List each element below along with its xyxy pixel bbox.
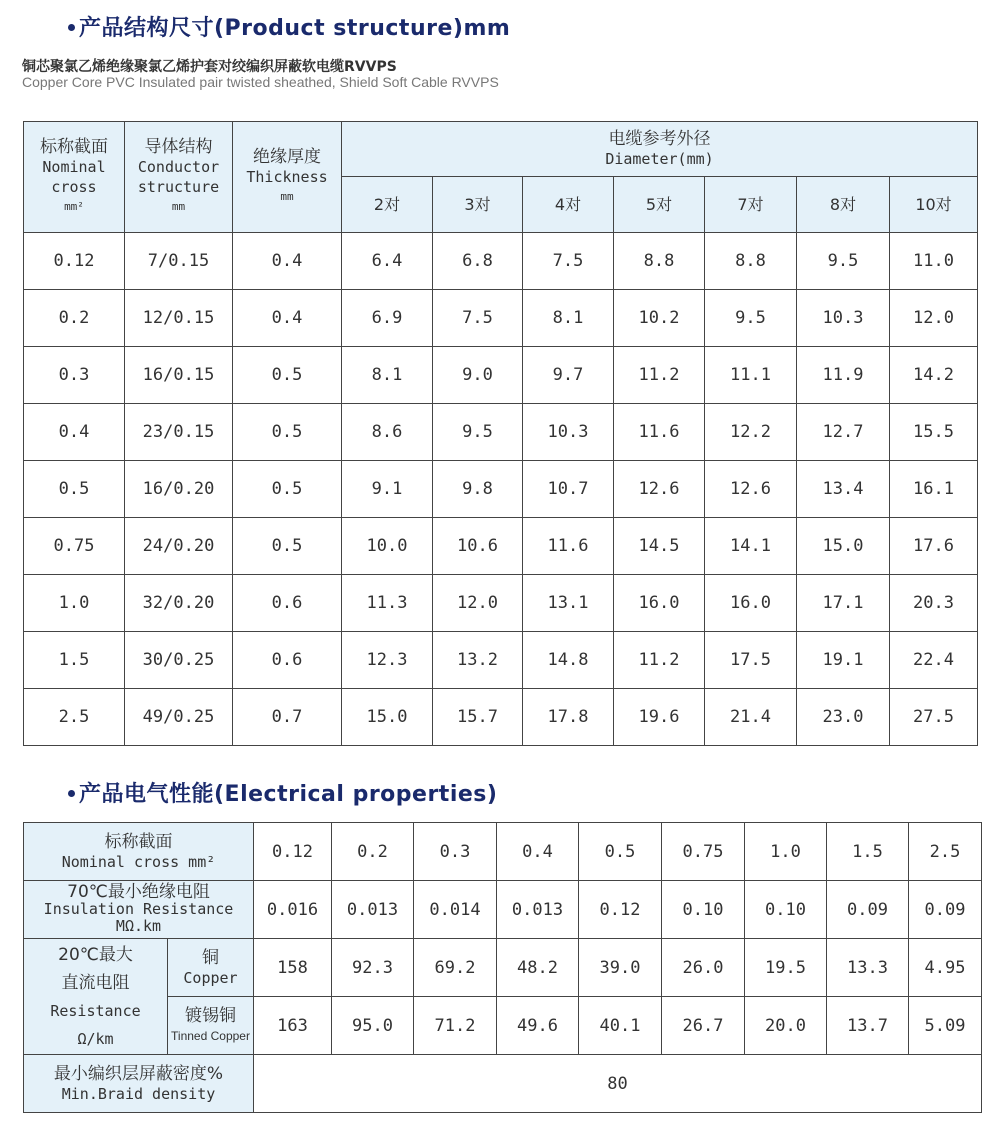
value-cell: 20.0	[745, 997, 827, 1055]
table-cell: 14.2	[890, 347, 978, 404]
header-diameter: 电缆参考外径 Diameter(mm)	[342, 122, 978, 177]
value-cell: 0.013	[497, 881, 579, 939]
table-cell: 7.5	[433, 290, 523, 347]
table-cell: 16/0.20	[125, 461, 233, 518]
header-pairs: 3对	[433, 177, 523, 233]
value-cell: 39.0	[579, 939, 662, 997]
table-cell: 10.7	[523, 461, 614, 518]
table-cell: 11.0	[890, 233, 978, 290]
table-cell: 12.3	[342, 632, 433, 689]
table-cell: 7.5	[523, 233, 614, 290]
value-cell: 0.09	[827, 881, 909, 939]
value-cell: 0.09	[909, 881, 982, 939]
value-cell: 26.7	[662, 997, 745, 1055]
table-cell: 19.6	[614, 689, 705, 746]
table-cell: 0.7	[233, 689, 342, 746]
table-row	[24, 233, 978, 290]
table-cell: 10.3	[797, 290, 890, 347]
table-cell: 0.6	[233, 575, 342, 632]
table-cell: 11.1	[705, 347, 797, 404]
table-cell: 11.3	[342, 575, 433, 632]
value-cell: 0.016	[254, 881, 332, 939]
table-cell: 15.0	[342, 689, 433, 746]
table-cell: 21.4	[705, 689, 797, 746]
value-cell: 40.1	[579, 997, 662, 1055]
table-cell: 9.7	[523, 347, 614, 404]
table-cell: 13.4	[797, 461, 890, 518]
label-nominal-cross: 标称截面 Nominal cross mm²	[24, 823, 254, 881]
table-cell: 0.4	[233, 290, 342, 347]
table-cell: 11.9	[797, 347, 890, 404]
table-cell: 11.6	[523, 518, 614, 575]
table-row	[24, 518, 978, 575]
table-cell: 8.8	[614, 233, 705, 290]
value-cell: 0.75	[662, 823, 745, 881]
table-cell: 15.0	[797, 518, 890, 575]
table-row	[24, 575, 978, 632]
table-cell: 9.8	[433, 461, 523, 518]
label-copper: 铜 Copper	[168, 939, 254, 997]
value-cell: 2.5	[909, 823, 982, 881]
table-cell: 14.1	[705, 518, 797, 575]
table-cell: 0.5	[233, 461, 342, 518]
table-cell: 10.6	[433, 518, 523, 575]
value-cell: 158	[254, 939, 332, 997]
structure-section-title	[68, 11, 510, 42]
table-row	[24, 290, 978, 347]
header-nominal-cross: 标称截面 Nominal cross mm²	[24, 122, 125, 233]
table-cell: 9.0	[433, 347, 523, 404]
table-cell: 16.0	[614, 575, 705, 632]
table-cell: 1.5	[24, 632, 125, 689]
value-cell: 1.5	[827, 823, 909, 881]
table-cell: 32/0.20	[125, 575, 233, 632]
table-cell: 15.7	[433, 689, 523, 746]
table-cell: 24/0.20	[125, 518, 233, 575]
electrical-table	[23, 822, 982, 1113]
product-name-cn: 铜芯聚氯乙烯绝缘聚氯乙烯护套对绞编织屏蔽软电缆RVVPS	[22, 59, 397, 75]
header-pairs: 4对	[523, 177, 614, 233]
value-cell: 95.0	[332, 997, 414, 1055]
value-cell: 163	[254, 997, 332, 1055]
table-cell: 13.2	[433, 632, 523, 689]
table-cell: 17.6	[890, 518, 978, 575]
label-dc-resistance: 20℃最大 直流电阻 Resistance Ω/km	[24, 939, 168, 1055]
header-pairs: 10对	[890, 177, 978, 233]
table-cell: 8.6	[342, 404, 433, 461]
table-cell: 6.4	[342, 233, 433, 290]
value-cell: 0.4	[497, 823, 579, 881]
value-cell: 26.0	[662, 939, 745, 997]
table-cell: 6.8	[433, 233, 523, 290]
table-row	[24, 689, 978, 746]
value-cell: 0.014	[414, 881, 497, 939]
table-cell: 17.5	[705, 632, 797, 689]
table-cell: 9.1	[342, 461, 433, 518]
table-row	[24, 632, 978, 689]
value-cell: 0.5	[579, 823, 662, 881]
value-cell: 5.09	[909, 997, 982, 1055]
value-cell: 0.12	[579, 881, 662, 939]
table-row	[24, 404, 978, 461]
electrical-section-title	[68, 777, 497, 808]
table-cell: 12/0.15	[125, 290, 233, 347]
table-row	[24, 461, 978, 518]
structure-title-text: 产品结构尺寸(Product structure)mm	[79, 16, 511, 41]
label-braid-density: 最小编织层屏蔽密度% Min.Braid density	[24, 1055, 254, 1113]
value-cell: 69.2	[414, 939, 497, 997]
braid-density-value: 80	[254, 1055, 982, 1113]
table-cell: 2.5	[24, 689, 125, 746]
table-cell: 0.4	[233, 233, 342, 290]
value-cell: 0.12	[254, 823, 332, 881]
header-pairs: 5对	[614, 177, 705, 233]
table-cell: 16.1	[890, 461, 978, 518]
table-cell: 23/0.15	[125, 404, 233, 461]
structure-table	[23, 121, 978, 746]
table-cell: 9.5	[705, 290, 797, 347]
table-cell: 12.7	[797, 404, 890, 461]
label-insulation-resistance: 70℃最小绝缘电阻 Insulation Resistance MΩ.km	[24, 881, 254, 939]
table-cell: 8.1	[523, 290, 614, 347]
table-cell: 14.8	[523, 632, 614, 689]
value-cell: 48.2	[497, 939, 579, 997]
table-cell: 11.2	[614, 632, 705, 689]
table-cell: 12.0	[890, 290, 978, 347]
table-cell: 8.8	[705, 233, 797, 290]
table-cell: 15.5	[890, 404, 978, 461]
value-cell: 92.3	[332, 939, 414, 997]
table-cell: 30/0.25	[125, 632, 233, 689]
value-cell: 0.10	[662, 881, 745, 939]
table-cell: 8.1	[342, 347, 433, 404]
bullet-icon	[68, 24, 75, 31]
electrical-title-text: 产品电气性能(Electrical properties)	[79, 782, 498, 807]
table-cell: 0.2	[24, 290, 125, 347]
header-conductor-structure: 导体结构 Conductor structure mm	[125, 122, 233, 233]
table-cell: 7/0.15	[125, 233, 233, 290]
table-cell: 0.75	[24, 518, 125, 575]
table-cell: 49/0.25	[125, 689, 233, 746]
value-cell: 4.95	[909, 939, 982, 997]
value-cell: 49.6	[497, 997, 579, 1055]
bullet-icon	[68, 790, 75, 797]
table-cell: 16.0	[705, 575, 797, 632]
table-cell: 0.5	[24, 461, 125, 518]
table-cell: 1.0	[24, 575, 125, 632]
table-cell: 23.0	[797, 689, 890, 746]
table-cell: 14.5	[614, 518, 705, 575]
table-cell: 12.6	[614, 461, 705, 518]
table-cell: 0.5	[233, 518, 342, 575]
table-cell: 12.6	[705, 461, 797, 518]
value-cell: 0.10	[745, 881, 827, 939]
header-pairs: 7对	[705, 177, 797, 233]
table-cell: 12.2	[705, 404, 797, 461]
table-cell: 9.5	[797, 233, 890, 290]
header-pairs: 8对	[797, 177, 890, 233]
value-cell: 0.013	[332, 881, 414, 939]
table-cell: 17.1	[797, 575, 890, 632]
value-cell: 1.0	[745, 823, 827, 881]
table-cell: 19.1	[797, 632, 890, 689]
value-cell: 13.3	[827, 939, 909, 997]
value-cell: 13.7	[827, 997, 909, 1055]
table-cell: 13.1	[523, 575, 614, 632]
table-cell: 9.5	[433, 404, 523, 461]
table-cell: 10.3	[523, 404, 614, 461]
table-cell: 20.3	[890, 575, 978, 632]
header-pairs: 2对	[342, 177, 433, 233]
header-thickness: 绝缘厚度 Thickness mm	[233, 122, 342, 233]
table-cell: 10.0	[342, 518, 433, 575]
table-cell: 0.4	[24, 404, 125, 461]
table-cell: 11.6	[614, 404, 705, 461]
table-cell: 6.9	[342, 290, 433, 347]
value-cell: 0.2	[332, 823, 414, 881]
table-cell: 22.4	[890, 632, 978, 689]
table-row	[24, 347, 978, 404]
product-name-en: Copper Core PVC Insulated pair twisted sheathed, Shield Soft Cable RVVPS	[22, 74, 499, 90]
table-cell: 0.6	[233, 632, 342, 689]
table-cell: 0.3	[24, 347, 125, 404]
table-cell: 11.2	[614, 347, 705, 404]
table-cell: 17.8	[523, 689, 614, 746]
table-cell: 0.5	[233, 347, 342, 404]
table-cell: 0.5	[233, 404, 342, 461]
table-cell: 10.2	[614, 290, 705, 347]
value-cell: 71.2	[414, 997, 497, 1055]
table-cell: 16/0.15	[125, 347, 233, 404]
table-cell: 12.0	[433, 575, 523, 632]
table-cell: 27.5	[890, 689, 978, 746]
value-cell: 0.3	[414, 823, 497, 881]
value-cell: 19.5	[745, 939, 827, 997]
table-cell: 0.12	[24, 233, 125, 290]
label-tinned-copper: 镀锡铜 Tinned Copper	[168, 997, 254, 1055]
